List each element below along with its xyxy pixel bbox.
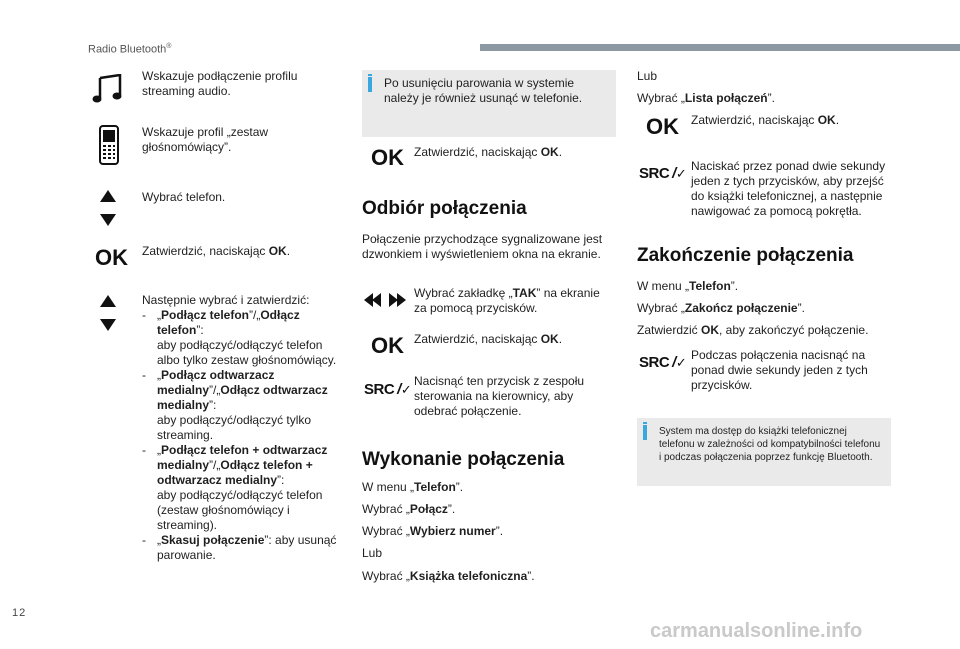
or-text: Lub (362, 546, 383, 560)
seek-arrows-icon (364, 293, 406, 307)
select-connect-text: Wybrać „Połącz”. (362, 502, 456, 516)
ok-icon: OK (371, 145, 404, 170)
hangup-text: Podczas połączenia nacisnąć na ponad dwie sekundy jeden z tych przycisków. (691, 348, 868, 392)
phonebook-access-text: Naciskać przez ponad dwie sekundy jeden z tych przycisków, aby przejść do książki telefonicznej, a następnie nawigować za pomocą pokrętła. (691, 159, 886, 218)
select-call-list-text: Wybrać „Lista połączeń”. (637, 91, 775, 105)
info-icon (368, 74, 372, 76)
page-number: 12 (12, 607, 27, 619)
option-connect-phone: - „Podłącz telefon”/„Odłącz telefon”: aby podłączyć/odłączyć telefon albo tylko zestaw głośnomówiący. (142, 308, 337, 367)
info-note: Po usunięciu parowania w systemie należy je również usunąć w telefonie. (362, 70, 616, 137)
heading-make-call: Wykonanie połączenia (362, 449, 565, 470)
heading-receive-call: Odbiór połączenia (362, 198, 527, 219)
heading-end-call: Zakończenie połączenia (637, 245, 854, 266)
watermark: carmanualsonline.info (650, 620, 863, 642)
menu-phone-text: W menu „Telefon”. (637, 279, 739, 293)
select-phone-text: Wybrać telefon. (142, 190, 226, 204)
src-phone-button-icon: SRC /✓ (639, 165, 687, 182)
menu-phone-text: W menu „Telefon”. (362, 480, 464, 494)
header-bar (480, 44, 960, 51)
mobile-phone-icon (98, 125, 120, 165)
select-phonebook-text: Wybrać „Książka telefoniczna”. (362, 569, 535, 583)
option-connect-media: - „Podłącz odtwarzacz medialny”/„Odłącz odtwarzacz medialny”: aby podłączyć/odłączyć tylko streaming. (142, 368, 328, 442)
answer-call-text: Nacisnąć ten przycisk z zespołu sterowania na kierownicy, aby odebrać połączenie. (414, 374, 585, 418)
confirm-ok-text: Zatwierdzić, naciskając OK. (414, 332, 563, 346)
ok-icon: OK (95, 245, 128, 270)
music-profile-text: Wskazuje podłączenie profilu streaming audio. (142, 69, 298, 98)
connection-options: Następnie wybrać i zatwierdzić: - „Podłącz telefon”/„Odłącz telefon”: aby podłączyć/odłączyć telefon albo tylko zestaw głośnomówiący. - „Podłącz odtwarzacz medialny”/„Odłącz odtwarzacz medialny”: aby podłączyć/odłączyć tylko streaming. - „Podłącz telefon + odtwarzacz medialny”/„Odłącz telefon + odtwarzacz medialny”: aby podłączyć/odłączyć telefon (zestaw głośnomówiący i streaming). - „Skasuj połączenie”: aby usunąć parowanie. (142, 293, 337, 562)
up-down-arrows-icon (100, 190, 116, 226)
music-note-icon (92, 74, 124, 104)
ok-icon: OK (371, 333, 404, 358)
select-end-call-text: Wybrać „Zakończ połączenie”. (637, 301, 805, 315)
handsfree-profile-text: Wskazuje profil „zestaw głośnomówiący”. (142, 125, 269, 154)
select-dial-text: Wybrać „Wybierz numer”. (362, 524, 504, 538)
or-text: Lub (637, 69, 658, 83)
src-phone-button-icon: SRC /✓ (364, 381, 412, 398)
confirm-end-call-text: Zatwierdzić OK, aby zakończyć połączenie. (637, 323, 869, 337)
confirm-ok-text: Zatwierdzić, naciskając OK. (142, 244, 291, 258)
receive-call-text: Połączenie przychodzące sygnalizowane jest dzwonkiem i wyświetleniem okna na ekranie. (362, 232, 603, 261)
ok-icon: OK (646, 114, 679, 139)
confirm-ok-text: Zatwierdzić, naciskając OK. (691, 113, 840, 127)
info-icon (643, 422, 647, 424)
up-down-arrows-icon (100, 295, 116, 331)
src-phone-button-icon: SRC /✓ (639, 354, 687, 371)
info-note: System ma dostęp do książki telefonicznej telefonu w zależności od kompatybilności telefonu i podczas połączenia poprzez funkcję Bluetooth. (637, 418, 891, 486)
select-yes-tab-text: Wybrać zakładkę „TAK” na ekranie za pomocą przycisków. (414, 286, 600, 315)
option-delete-pairing: - „Skasuj połączenie”: aby usunąć parowanie. (142, 533, 337, 562)
confirm-ok-text: Zatwierdzić, naciskając OK. (414, 145, 563, 159)
section-title: Radio Bluetooth® (88, 43, 172, 56)
option-connect-both: - „Podłącz telefon + odtwarzacz medialny”/„Odłącz telefon + odtwarzacz medialny”: aby podłączyć/odłączyć telefon (zestaw głośnomówiący i streaming). (142, 443, 328, 532)
